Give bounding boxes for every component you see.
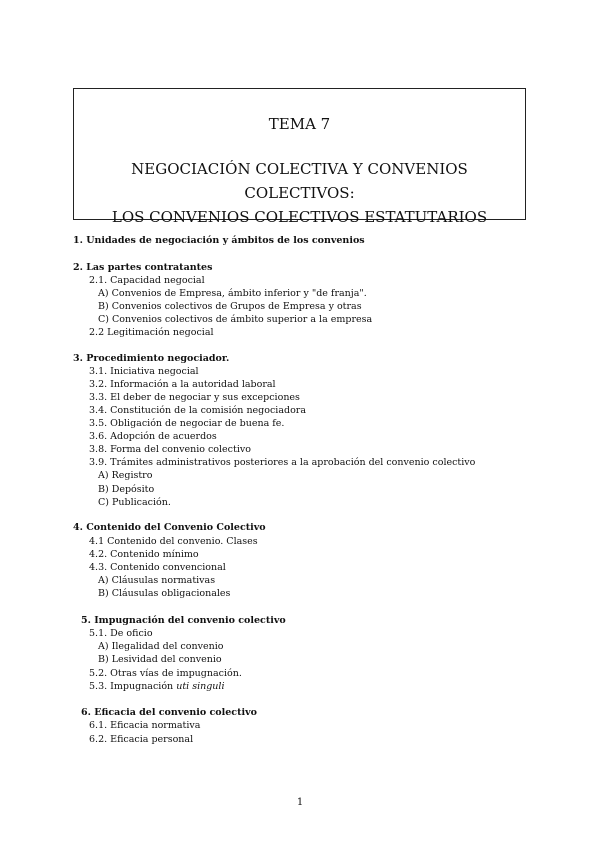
subsection-item: 3.4. Constitución de la comisión negociadora (89, 405, 307, 416)
section-heading: 1. Unidades de negociación y ámbitos de los convenios (73, 235, 365, 246)
section-heading: 5. Impugnación del convenio colectivo (81, 615, 286, 626)
subsection-subitem: B) Cláusulas obligacionales (98, 588, 231, 599)
subsection-item: 3.2. Información a la autoridad laboral (89, 379, 276, 390)
subsection-item: 4.2. Contenido mínimo (89, 549, 199, 560)
subsection-item: 4.3. Contenido convencional (89, 562, 226, 573)
latin-phrase: uti singuli (176, 681, 225, 692)
section-heading: 3. Procedimiento negociador. (73, 353, 230, 364)
topic-title-line1: NEGOCIACIÓN COLECTIVA Y CONVENIOS COLECTIVOS: (131, 160, 468, 202)
title-box (73, 88, 526, 226)
subsection-item: 3.6. Adopción de acuerdos (89, 431, 217, 442)
subsection-subitem: B) Lesividad del convenio (98, 654, 222, 665)
subsection-subitem: C) Convenios colectivos de ámbito superior a la empresa (98, 314, 373, 325)
subsection-subitem: C) Publicación. (98, 497, 171, 508)
section-heading: 4. Contenido del Convenio Colectivo (73, 522, 266, 533)
subsection-subitem: A) Cláusulas normativas (98, 575, 216, 586)
subsection-subitem: A) Ilegalidad del convenio (98, 641, 224, 652)
topic-title-line2: LOS CONVENIOS COLECTIVOS ESTATUTARIOS (111, 208, 488, 226)
section-heading: 2. Las partes contratantes (73, 262, 213, 273)
subsection-item: 5.2. Otras vías de impugnación. (89, 668, 242, 679)
subsection-subitem: A) Registro (98, 470, 153, 481)
subsection-subitem: A) Convenios de Empresa, ámbito inferior y "de franja". (98, 288, 367, 299)
subsection-item (89, 681, 225, 693)
subsection-item: 3.3. El deber de negociar y sus excepciones (89, 392, 300, 403)
subsection-item-text: 5.3. Impugnación (89, 681, 177, 692)
page-number: 1 (296, 797, 304, 808)
subsection-item: 4.1 Contenido del convenio. Clases (89, 536, 258, 547)
section-heading: 6. Eficacia del convenio colectivo (81, 707, 257, 718)
subsection-subitem: B) Depósito (98, 484, 155, 495)
subsection-item: 3.5. Obligación de negociar de buena fe. (89, 418, 285, 429)
subsection-item: 3.1. Iniciativa negocial (89, 366, 199, 377)
subsection-item: 3.8. Forma del convenio colectivo (89, 444, 251, 455)
topic-title (74, 157, 525, 229)
subsection-subitem: B) Convenios colectivos de Grupos de Empresa y otras (98, 301, 362, 312)
subsection-item: 5.1. De oficio (89, 628, 153, 639)
topic-number: TEMA 7 (268, 115, 331, 133)
subsection-item: 6.1. Eficacia normativa (89, 720, 201, 731)
subsection-item: 3.9. Trámites administrativos posteriores a la aprobación del convenio colectivo (89, 457, 476, 468)
subsection-item: 6.2. Eficacia personal (89, 734, 194, 745)
subsection-item: 2.1. Capacidad negocial (89, 275, 205, 286)
subsection-item: 2.2 Legitimación negocial (89, 327, 214, 338)
